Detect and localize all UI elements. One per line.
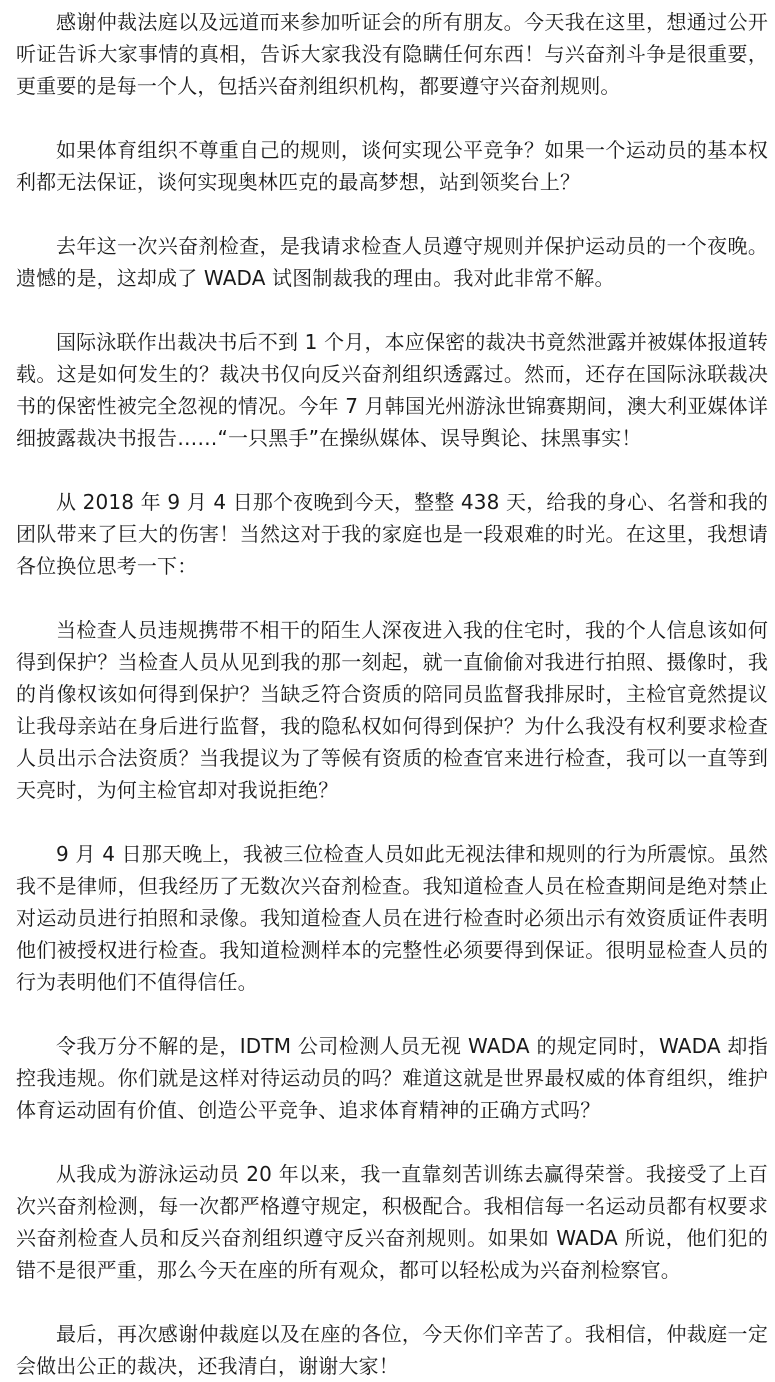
paragraph-7: 9 月 4 日那天晚上，我被三位检查人员如此无视法律和规则的行为所震惊。虽然我不是律师，但我经历了无数次兴奋剂检查。我知道检查人员在检查期间是绝对禁止对运动员进行拍照和录像。我知道检查人员在进行检查时必须出示有效资质证件表明他们被授权进行检查。我知道检测样本的完整性必须要得到保证。很明显检查人员的行为表明他们不值得信任。	[16, 842, 768, 994]
statement-document	[16, 6, 768, 1382]
paragraph-4: 国际泳联作出裁决书后不到 1 个月，本应保密的裁决书竟然泄露并被媒体报道转载。这是如何发生的？裁决书仅向反兴奋剂组织透露过。然而，还存在国际泳联裁决书的保密性被完全忽视的情况。今年 7 月韩国光州游泳世锦赛期间，澳大利亚媒体详细披露裁决书报告……“一只黑手”在操纵媒体、误导舆论、抹黑事实！	[16, 330, 768, 450]
paragraph-5: 从 2018 年 9 月 4 日那个夜晚到今天，整整 438 天，给我的身心、名誉和我的团队带来了巨大的伤害！当然这对于我的家庭也是一段艰难的时光。在这里，我想请各位换位思考一下：	[16, 490, 768, 578]
paragraph-10: 最后，再次感谢仲裁庭以及在座的各位，今天你们辛苦了。我相信，仲裁庭一定会做出公正的裁决，还我清白，谢谢大家！	[16, 1322, 768, 1378]
paragraph-1: 感谢仲裁法庭以及远道而来参加听证会的所有朋友。今天我在这里，想通过公开听证告诉大家事情的真相，告诉大家我没有隐瞒任何东西！与兴奋剂斗争是很重要，更重要的是每一个人，包括兴奋剂组织机构，都要遵守兴奋剂规则。	[16, 10, 768, 98]
paragraph-8: 令我万分不解的是，IDTM 公司检测人员无视 WADA 的规定同时，WADA 却指控我违规。你们就是这样对待运动员的吗？难道这就是世界最权威的体育组织，维护体育运动固有价值、创造公平竞争、追求体育精神的正确方式吗？	[16, 1034, 768, 1122]
paragraph-6: 当检查人员违规携带不相干的陌生人深夜进入我的住宅时，我的个人信息该如何得到保护？当检查人员从见到我的那一刻起，就一直偷偷对我进行拍照、摄像时，我的肖像权该如何得到保护？当缺乏符合资质的陪同员监督我排尿时，主检官竟然提议让我母亲站在身后进行监督，我的隐私权如何得到保护？为什么我没有权利要求检查人员出示合法资质？当我提议为了等候有资质的检查官来进行检查，我可以一直等到天亮时，为何主检官却对我说拒绝？	[16, 618, 768, 802]
paragraph-3: 去年这一次兴奋剂检查，是我请求检查人员遵守规则并保护运动员的一个夜晚。遗憾的是，这却成了 WADA 试图制裁我的理由。我对此非常不解。	[16, 234, 768, 290]
paragraph-9: 从我成为游泳运动员 20 年以来，我一直靠刻苦训练去赢得荣誉。我接受了上百次兴奋剂检测，每一次都严格遵守规定，积极配合。我相信每一名运动员都有权要求兴奋剂检查人员和反兴奋剂组织遵守反兴奋剂规则。如果如 WADA 所说，他们犯的错不是很严重，那么今天在座的所有观众，都可以轻松成为兴奋剂检察官。	[16, 1162, 768, 1282]
paragraph-2: 如果体育组织不尊重自己的规则，谈何实现公平竞争？如果一个运动员的基本权利都无法保证，谈何实现奥林匹克的最高梦想，站到领奖台上？	[16, 138, 768, 194]
